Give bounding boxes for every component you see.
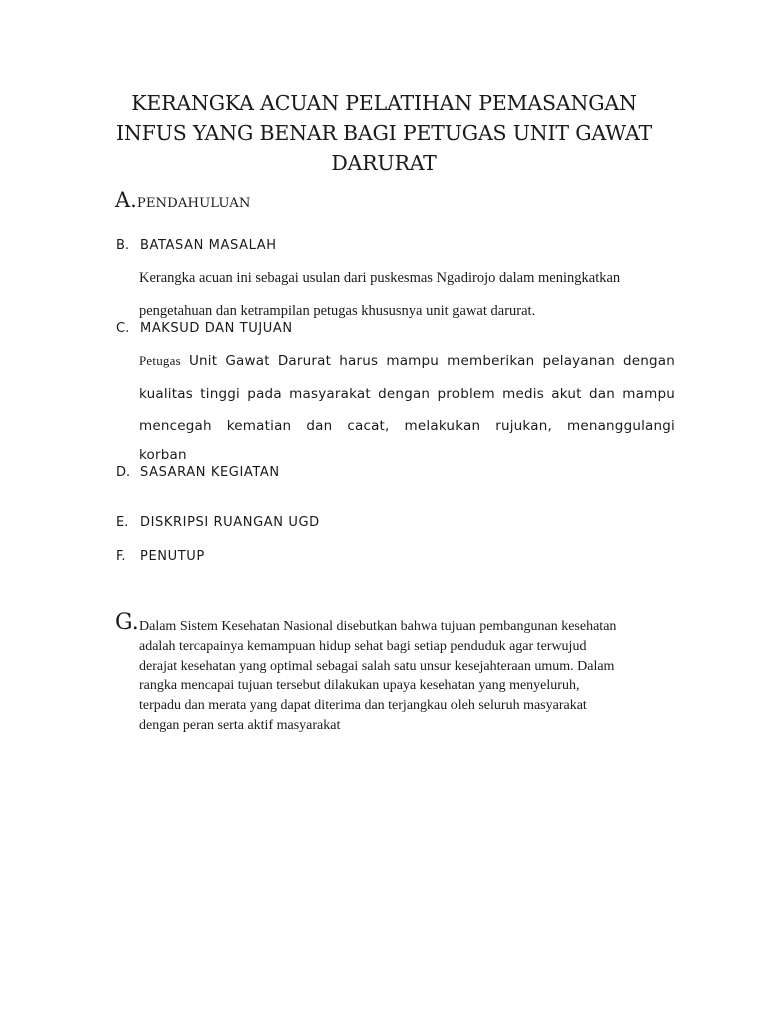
section-b-body-line-1: Kerangka acuan ini sebagai usulan dari puskesmas Ngadirojo dalam meningkatkan [139,270,621,286]
section-c-body-line-2: kualitas tinggi pada masyarakat dengan problem medis akut dan mampu [139,386,675,402]
section-g-line-1: Dalam Sistem Kesehatan Nasional disebutkan bahwa tujuan pembangunan kesehatan [139,619,617,634]
section-g-line-2: adalah tercapainya kemampuan hidup sehat bagi setiap penduduk agar terwujud [139,638,587,654]
section-g-marker: G. [115,610,139,635]
title-line-1: KERANGKA ACUAN PELATIHAN PEMASANGAN [131,91,637,115]
section-d-marker: D. [116,465,131,480]
section-a-heading: PENDAHULUAN [136,196,251,211]
section-b-marker: B. [116,238,130,253]
section-g-line-6: dengan peran serta aktif masyarakat [139,717,341,733]
document-title [100,88,668,178]
section-c-body-line-4: korban [139,447,187,463]
section-a-marker: A. [115,188,137,212]
section-a [115,188,251,212]
section-g-body [139,617,679,736]
section-f-heading: PENUTUP [140,549,205,564]
section-c-body-line-3: mencegah kematian dan cacat, melakukan rujukan, menanggulangi [139,418,675,434]
section-b-body-line-2: pengetahuan dan ketrampilan petugas khususnya unit gawat darurat. [139,303,536,319]
section-g-line-4: rangka mencapai tujuan tersebut dilakukan upaya kesehatan yang menyeluruh, [139,678,580,694]
section-c-heading: MAKSUD DAN TUJUAN [140,321,293,336]
section-c-body-line-1 [139,353,675,369]
section-d-heading: SASARAN KEGIATAN [140,465,280,480]
section-g-line-5: terpadu dan merata yang dapat diterima dan terjangkau oleh seluruh masyarakat [139,698,587,714]
section-c-marker: C. [116,321,130,336]
section-e-marker: E. [116,515,129,530]
title-line-2: INFUS YANG BENAR BAGI PETUGAS UNIT GAWAT [116,121,652,145]
section-c-body-first-rest: Unit Gawat Darurat harus mampu memberikan pelayanan dengan [188,353,675,369]
section-f-marker: F. [116,549,126,564]
section-c-body-prefix: Petugas [139,353,181,368]
section-b-heading: BATASAN MASALAH [140,238,277,253]
title-line-3: DARURAT [331,151,437,175]
section-e-heading: DISKRIPSI RUANGAN UGD [140,515,320,530]
section-g-line-3: derajat kesehatan yang optimal sebagai salah satu unsur kesejahteraan umum. Dalam [139,658,615,674]
